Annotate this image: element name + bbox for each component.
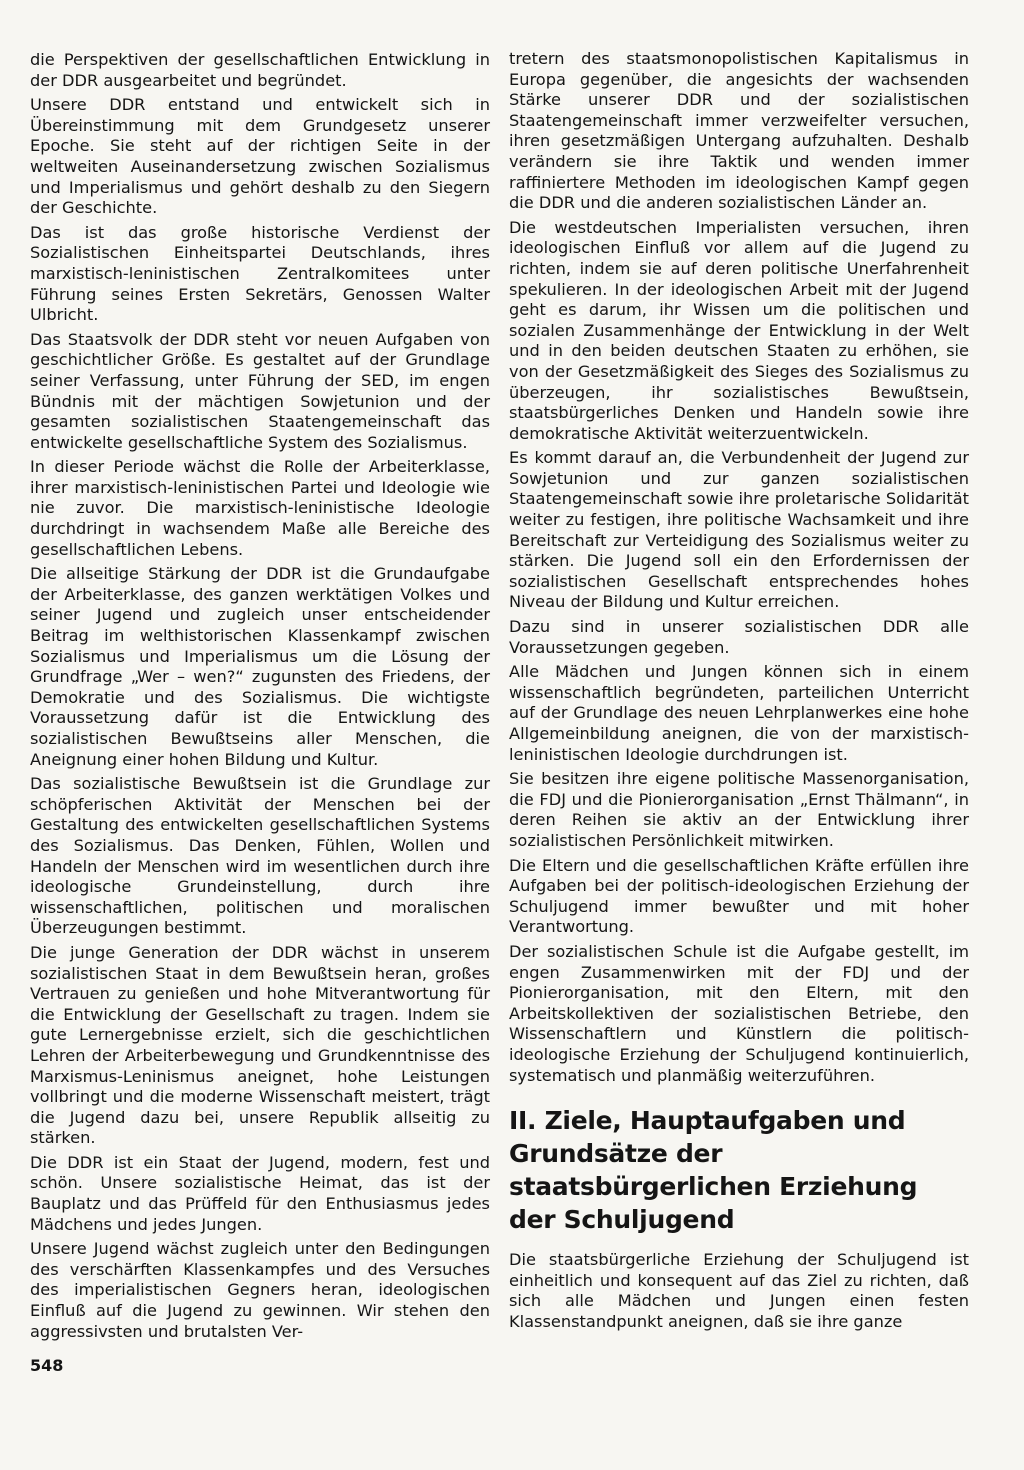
paragraph: In dieser Periode wächst die Rolle der Arbeiterklasse, ihrer marxistisch-leninistischen Partei und Ideologie wie nie zuvor. Die marxistisch-leninistische Ideologie durchdringt in wachsendem Maße alle Bereiche des gesellschaftlichen Lebens. — [30, 457, 490, 559]
paragraph: Das sozialistische Bewußtsein ist die Grundlage zur schöpferischen Aktivität der Menschen bei der Gestaltung des entwickelten gesellschaftlichen Systems des Sozialismus. Das Denken, Fühlen, Wollen und Handeln der Menschen wird im wesentlichen durch ihre ideologische Grundeinstellung, durch ihre wissenschaftlichen, politischen und moralischen Überzeugungen bestimmt. — [30, 774, 490, 938]
paragraph: Die westdeutschen Imperialisten versuchen, ihren ideologischen Einfluß vor allem auf die Jugend zu richten, indem sie auf deren politische Unerfahrenheit spekulieren. In der ideologischen Arbeit mit der Jugend geht es darum, ihr Wissen um die politischen und sozialen Zusammenhänge der Entwicklung in der Welt und in den beiden deutschen Staaten zu erhöhen, sie von der Gesetzmäßigkeit des Sieges des Sozialismus zu überzeugen, ihr sozialistisches Bewußtsein, staatsbürgerliches Denken und Handeln sowie ihre demokratische Aktivität weiterzuentwickeln. — [509, 217, 969, 443]
paragraph: Die Eltern und die gesellschaftlichen Kräfte erfüllen ihre Aufgaben bei der politisch-ideologischen Erziehung der Schuljugend immer bewußter und mit hoher Verantwortung. — [509, 855, 969, 937]
paragraph: Die DDR ist ein Staat der Jugend, modern, fest und schön. Unsere sozialistische Heimat, das ist der Bauplatz und das Prüffeld für den Enthusiasmus jedes Mädchens und jedes Jungen. — [30, 1152, 490, 1234]
paragraph: Dazu sind in unserer sozialistischen DDR alle Voraussetzungen gegeben. — [509, 617, 969, 657]
paragraph: tretern des staatsmonopolistischen Kapitalismus in Europa gegenüber, die angesichts der wachsenden Stärke unserer DDR und der sozialistischen Staatengemeinschaft immer verzweifelter versuchen, ihren gesetzmäßigen Untergang aufzuhalten. Deshalb verändern sie ihre Taktik und wenden immer raffiniertere Methoden im ideologischen Kampf gegen die DDR und die anderen sozialistischen Länder an. — [509, 49, 969, 213]
paragraph: die Perspektiven der gesellschaftlichen Entwicklung in der DDR ausgearbeitet und begründet. — [30, 50, 490, 90]
paragraph: Alle Mädchen und Jungen können sich in einem wissenschaftlich begründeten, parteilichen Unterricht auf der Grundlage des neuen Lehrplanwerkes eine hohe Allgemeinbildung aneignen, die von der marxistisch-leninistischen Ideologie durchdrungen ist. — [509, 662, 969, 764]
paragraph: Unsere Jugend wächst zugleich unter den Bedingungen des verschärften Klassenkampfes und des Versuches des imperialistischen Gegners heran, ideologischen Einfluß auf die Jugend zu gewinnen. Wir stehen den aggressivsten und brutalsten Ver- — [30, 1239, 490, 1341]
page-number: 548 — [30, 1356, 64, 1375]
paragraph: Der sozialistischen Schule ist die Aufgabe gestellt, im engen Zusammenwirken mit der FDJ und der Pionierorganisation, mit den Eltern, mit den Arbeitskollektiven der sozialistischen Betriebe, den Wissenschaftlern und Künstlern die politisch-ideologische Erziehung der Schuljugend kontinuierlich, systematisch und planmäßig weiterzuführen. — [509, 941, 969, 1085]
right-column — [509, 49, 969, 1336]
left-column — [30, 50, 490, 1346]
paragraph: Sie besitzen ihre eigene politische Massenorganisation, die FDJ und die Pionierorganisation „Ernst Thälmann“, in deren Reihen sie aktiv an der Entwicklung ihrer sozialistischen Persönlichkeit mitwirken. — [509, 769, 969, 850]
paragraph: Unsere DDR entstand und entwickelt sich in Übereinstimmung mit dem Grundgesetz unserer Epoche. Sie steht auf der richtigen Seite in der weltweiten Auseinandersetzung zwischen Sozialismus und Imperialismus und gehört deshalb zu den Siegern der Geschichte. — [30, 95, 490, 218]
paragraph: Das ist das große historische Verdienst der Sozialistischen Einheitspartei Deutschlands, ihres marxistisch-leninistischen Zentralkomitees unter Führung seines Ersten Sekretärs, Genossen Walter Ulbricht. — [30, 222, 490, 325]
paragraph: Die allseitige Stärkung der DDR ist die Grundaufgabe der Arbeiterklasse, des ganzen werktätigen Volkes und seiner Jugend und zugleich unser entscheidender Beitrag im welthistorischen Klassenkampf zwischen Sozialismus und Imperialismus um die Lösung der Grundfrage „Wer – wen?“ zugunsten des Friedens, der Demokratie und des Sozialismus. Die wichtigste Voraussetzung dafür ist die Entwicklung des sozialistischen Bewußtseins aller Menschen, die Aneignung einer hohen Bildung und Kultur. — [30, 564, 490, 769]
paragraph: Das Staatsvolk der DDR steht vor neuen Aufgaben von geschichtlicher Größe. Es gestaltet auf der Grundlage seiner Verfassung, unter Führung der SED, im engen Bündnis mit der mächtigen Sowjetunion und der gesamten sozialistischen Staatengemeinschaft das entwickelte gesellschaftliche System des Sozialismus. — [30, 329, 490, 452]
paragraph: Die junge Generation der DDR wächst in unserem sozialistischen Staat in dem Bewußtsein heran, großes Vertrauen zu genießen und hohe Mitverantwortung für die Entwicklung der Gesellschaft zu tragen. Indem sie gute Lernergebnisse erzielt, sich die geschichtlichen Lehren der Arbeiterbewegung und Grundkenntnisse des Marxismus-Leninismus aneignet, hohe Leistungen vollbringt und die moderne Wissenschaft meistert, trägt die Jugend dazu bei, unsere Republik allseitig zu stärken. — [30, 942, 490, 1148]
section-heading: II. Ziele, Hauptaufgaben und Grundsätze der staatsbürgerlichen Erziehung der Schuljugend — [509, 1106, 918, 1235]
paragraph: Die staatsbürgerliche Erziehung der Schuljugend ist einheitlich und konsequent auf das Ziel zu richten, daß sich alle Mädchen und Jungen einen festen Klassenstandpunkt aneignen, daß sie ihre ganze — [509, 1250, 969, 1331]
paragraph: Es kommt darauf an, die Verbundenheit der Jugend zur Sowjetunion und zur ganzen sozialistischen Staatengemeinschaft sowie ihre proletarische Solidarität weiter zu festigen, ihre politische Wachsamkeit und ihre Bereitschaft zur Verteidigung des Sozialismus weiter zu stärken. Die Jugend soll ein den Erfordernissen der sozialistischen Gesellschaft entsprechendes hohes Niveau der Bildung und Kultur erreichen. — [509, 448, 969, 612]
